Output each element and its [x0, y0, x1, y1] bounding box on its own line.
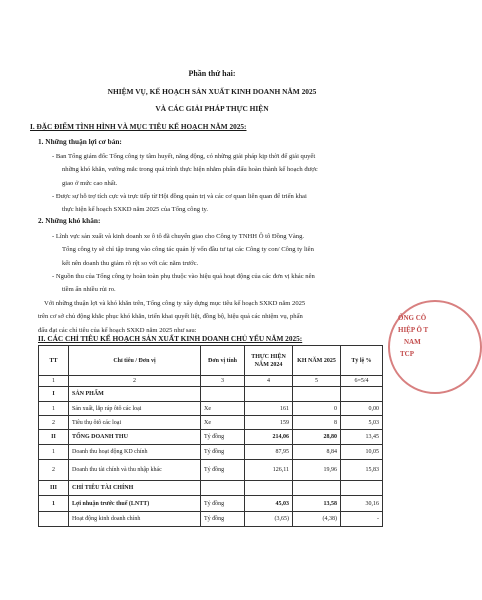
row-indicator: SẢN PHẨM [69, 387, 201, 402]
table-header-row [39, 346, 383, 376]
column-number: 4 [245, 376, 293, 387]
section-1-heading: I. ĐẶC ĐIỂM TÌNH HÌNH VÀ MỤC TIÊU KẾ HOẠCH NĂM 2025: [30, 122, 247, 131]
document-title: NHIỆM VỤ, KẾ HOẠCH SẢN XUẤT KINH DOANH NĂM 2025 [107, 87, 317, 96]
row-actual-2024: (3,65) [245, 512, 293, 527]
row-indicator: Tiêu thụ ôtô các loại [69, 416, 201, 430]
row-unit: Tỷ đồng [201, 460, 245, 481]
row-plan-2025: 13,58 [293, 496, 341, 512]
row-tt: I [39, 387, 69, 402]
advantage-item-1 [52, 150, 392, 190]
document-subtitle: VÀ CÁC GIẢI PHÁP THỰC HIỆN [155, 104, 269, 113]
row-unit: Tỷ đồng [201, 445, 245, 460]
stamp-text: TCP [400, 350, 414, 358]
text-line: - Được sự hỗ trợ tích cực và trực tiếp từ Hội đồng quản trị và các cơ quan liên quan để triển khai [52, 193, 307, 200]
row-tt: 2 [39, 416, 69, 430]
row-ratio [341, 387, 383, 402]
column-number: 3 [201, 376, 245, 387]
row-ratio: 5,03 [341, 416, 383, 430]
row-unit [201, 481, 245, 496]
row-plan-2025 [293, 387, 341, 402]
section-2-heading: II. CÁC CHỈ TIÊU KẾ HOẠCH SẢN XUẤT KINH DOANH CHỦ YẾU NĂM 2025: [38, 334, 303, 343]
plan-indicators-table [38, 345, 383, 527]
row-tt: II [39, 430, 69, 445]
official-stamp [388, 300, 482, 394]
row-actual-2024: 45,03 [245, 496, 293, 512]
stamp-text: ỔNG CÔ [398, 314, 427, 322]
row-unit: Tỷ đồng [201, 496, 245, 512]
table-row [39, 430, 383, 445]
row-plan-2025: 8,84 [293, 445, 341, 460]
row-indicator: Sản xuất, lắp ráp ôtô các loại [69, 402, 201, 416]
column-number: 2 [69, 376, 201, 387]
row-actual-2024 [245, 481, 293, 496]
row-indicator: Lợi nhuận trước thuế (LNTT) [69, 496, 201, 512]
row-actual-2024: 159 [245, 416, 293, 430]
row-plan-2025: 8 [293, 416, 341, 430]
row-tt: III [39, 481, 69, 496]
row-ratio [341, 481, 383, 496]
row-unit: Xe [201, 402, 245, 416]
text-line: - Nguồn thu của Tổng công ty hoàn toàn phụ thuộc vào hiệu quả hoạt động của các đơn vị khác nên [52, 273, 315, 280]
row-unit [201, 387, 245, 402]
column-header-ratio: Tỷ lệ % [341, 346, 383, 376]
text-line: - Lĩnh vực sản xuất và kinh doanh xe ô tô đã chuyển giao cho Công ty TNHH Ô tô Đồng Vàng. [52, 233, 305, 240]
column-number-row [39, 376, 383, 387]
conclusion-paragraph [38, 297, 384, 337]
column-number: 1 [39, 376, 69, 387]
table-row [39, 496, 383, 512]
part-heading: Phần thứ hai: [188, 69, 236, 78]
row-indicator: CHỈ TIÊU TÀI CHÍNH [69, 481, 201, 496]
table-row [39, 460, 383, 481]
table-row [39, 402, 383, 416]
text-line: tiềm ẩn nhiều rủi ro. [62, 286, 116, 294]
column-number: 5 [293, 376, 341, 387]
column-header-tt: TT [39, 346, 69, 376]
text-line: kết nên doanh thu giảm rõ rệt so với các năm trước. [62, 259, 199, 267]
row-actual-2024 [245, 387, 293, 402]
table-body [39, 387, 383, 527]
row-ratio: 10,05 [341, 445, 383, 460]
row-actual-2024: 214,06 [245, 430, 293, 445]
row-unit: Tỷ đồng [201, 430, 245, 445]
row-ratio: 30,16 [341, 496, 383, 512]
row-actual-2024: 87,95 [245, 445, 293, 460]
row-tt: 1 [39, 402, 69, 416]
row-ratio: 15,83 [341, 460, 383, 481]
stamp-text: HIỆP Ô T [398, 326, 429, 334]
text-line: Với những thuận lợi và khó khăn trên, Tổng công ty xây dựng mục tiêu kế hoạch SXKD năm 2025 [44, 300, 306, 307]
row-indicator: TỔNG DOANH THU [69, 430, 201, 445]
text-line: những khó khăn, vướng mắc trong quá trình thực hiện nhằm phấn đấu hoàn thành kế hoạch được [62, 166, 318, 174]
column-header-unit: Đơn vị tính [201, 346, 245, 376]
row-ratio: 0,00 [341, 402, 383, 416]
table-row [39, 416, 383, 430]
difficulties-heading: 2. Những khó khăn: [38, 216, 101, 225]
column-header-plan-2025: KH NĂM 2025 [293, 346, 341, 376]
row-ratio: - [341, 512, 383, 527]
row-ratio: 13,45 [341, 430, 383, 445]
row-actual-2024: 126,11 [245, 460, 293, 481]
text-line: thực hiện kế hoạch SXKD năm 2025 của Tổng công ty. [62, 206, 209, 214]
row-plan-2025 [293, 481, 341, 496]
table-row [39, 512, 383, 527]
row-plan-2025: 0 [293, 402, 341, 416]
row-indicator: Doanh thu hoạt động KD chính [69, 445, 201, 460]
row-indicator: Hoạt động kinh doanh chính [69, 512, 201, 527]
row-tt [39, 512, 69, 527]
advantage-item-2 [52, 190, 392, 217]
table-row [39, 445, 383, 460]
row-unit: Xe [201, 416, 245, 430]
column-header-actual-2024: THỰC HIỆN NĂM 2024 [245, 346, 293, 376]
difficulty-item-2 [52, 270, 392, 297]
column-header-indicator: Chỉ tiêu / Đơn vị [69, 346, 201, 376]
text-line: - Ban Tổng giám đốc Tổng công ty tâm huyết, năng động, có những giải pháp kịp thời để giải quyết [52, 153, 316, 160]
stamp-text: NAM [404, 338, 421, 346]
difficulty-item-1 [52, 230, 392, 270]
row-tt: 2 [39, 460, 69, 481]
row-indicator: Doanh thu tài chính và thu nhập khác [69, 460, 201, 481]
row-tt: 1 [39, 445, 69, 460]
table-row [39, 481, 383, 496]
text-line: giao ở mức cao nhất. [62, 179, 118, 187]
row-unit: Tỷ đồng [201, 512, 245, 527]
row-tt: 1 [39, 496, 69, 512]
text-line: trên cơ sở chủ động khắc phục khó khăn, triển khai quyết liệt, đồng bộ, hiệu quả các nhiệm vụ, phấn [38, 313, 303, 321]
table-row [39, 387, 383, 402]
text-line: đấu đạt các chỉ tiêu của kế hoạch SXKD năm 2025 như sau: [38, 326, 197, 334]
row-plan-2025: (4,38) [293, 512, 341, 527]
row-plan-2025: 28,80 [293, 430, 341, 445]
column-number: 6=5/4 [341, 376, 383, 387]
text-line: Tổng công ty sẽ chỉ tập trung vào công tác quản lý vốn đầu tư tại các Công ty con/ Công ty liên [62, 246, 314, 254]
row-actual-2024: 161 [245, 402, 293, 416]
advantages-heading: 1. Những thuận lợi cơ bản: [38, 137, 122, 146]
row-plan-2025: 19,96 [293, 460, 341, 481]
